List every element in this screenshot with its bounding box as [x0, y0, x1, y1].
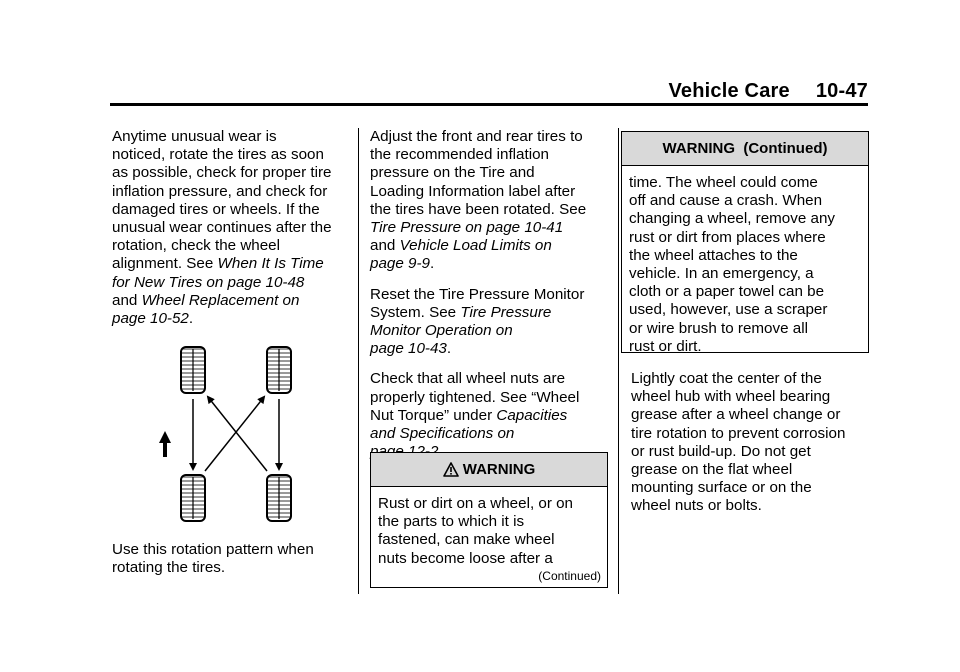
- text-line: [112, 255, 356, 273]
- text-line: [370, 304, 610, 322]
- wheel-nuts-paragraph: [370, 370, 610, 461]
- warning-continued-title: WARNING (Continued): [662, 140, 828, 157]
- text-line: [631, 406, 871, 424]
- cross-reference: page 9-9: [370, 255, 430, 273]
- text-line: [112, 146, 356, 164]
- text-line: fastened, can make wheel: [378, 531, 555, 549]
- tire-icon-front-right: [267, 347, 291, 393]
- text-segment: the recommended inflation: [370, 146, 549, 164]
- warning-box: [370, 452, 608, 588]
- column-middle: [370, 128, 610, 473]
- cross-reference: When It Is Time: [217, 255, 324, 273]
- text-segment: and: [370, 237, 400, 255]
- warning-continued-body: [622, 166, 868, 356]
- cross-reference: and Specifications on: [370, 425, 515, 443]
- text-line: [112, 128, 356, 146]
- cross-reference: Tire Pressure on page 10-41: [370, 219, 564, 237]
- text-line: [112, 237, 356, 255]
- text-line: [112, 310, 356, 328]
- text-segment: unusual wear continues after the: [112, 219, 332, 237]
- header-title: [668, 80, 868, 103]
- text-line: [112, 219, 356, 237]
- text-segment: wheel hub with wheel bearing: [631, 388, 831, 406]
- text-line: [631, 388, 871, 406]
- text-line: [631, 443, 871, 461]
- caption-paragraph: [112, 541, 356, 577]
- text-segment: inflation pressure, and check for: [112, 182, 328, 200]
- warning-triangle-icon: [443, 462, 459, 477]
- arrow-rear-left-to-front-right: [205, 397, 264, 471]
- text-line: off and cause a crash. When: [629, 192, 823, 210]
- text-line: [370, 425, 610, 443]
- rotation-paragraph: [112, 128, 356, 328]
- page-header: [110, 80, 868, 104]
- text-line: [370, 237, 610, 255]
- cross-reference: Capacities: [496, 406, 568, 424]
- text-segment: Loading Information label after: [370, 182, 576, 200]
- diagram-caption: [112, 541, 356, 589]
- text-line: [370, 389, 610, 407]
- text-line: [370, 183, 610, 201]
- text-line: [631, 461, 871, 479]
- text-segment: alignment. See: [112, 255, 218, 273]
- text-segment: System. See: [370, 303, 461, 321]
- text-line: vehicle. In an emergency, a: [629, 265, 814, 283]
- text-segment: .: [429, 255, 435, 273]
- text-line: [370, 407, 610, 425]
- text-segment: Adjust the front and rear tires to: [370, 128, 583, 145]
- text-segment: Anytime unusual wear is: [112, 128, 277, 145]
- warning-continued-box: [621, 131, 869, 353]
- text-line: [370, 128, 610, 146]
- text-segment: Check that all wheel nuts are: [370, 370, 566, 388]
- page-number: 10-47: [815, 80, 868, 102]
- grease-section: [631, 370, 871, 516]
- text-line: Rust or dirt on a wheel, or on: [378, 495, 574, 512]
- text-line: [112, 183, 356, 201]
- cross-reference: Wheel Replacement on: [141, 291, 300, 309]
- text-line: [370, 201, 610, 219]
- column-divider-right: [618, 128, 619, 594]
- text-segment: Lightly coat the center of the: [631, 370, 822, 387]
- text-segment: damaged tires or wheels. If the: [112, 200, 320, 218]
- text-segment: .: [188, 310, 194, 328]
- text-segment: mounting surface or on the: [631, 479, 812, 497]
- header-rule: [110, 103, 868, 106]
- text-segment: .: [446, 340, 452, 358]
- text-line: cloth or a paper towel can be: [629, 283, 825, 301]
- text-line: [112, 274, 356, 292]
- column-divider-left: [358, 128, 359, 594]
- text-line: nuts become loose after a: [378, 549, 553, 567]
- text-line: Use this rotation pattern when: [112, 541, 314, 558]
- text-segment: rotation, check the wheel: [112, 237, 281, 255]
- text-line: the wheel attaches to the: [629, 246, 798, 264]
- text-line: used, however, use a scraper: [629, 301, 828, 319]
- text-line: [112, 201, 356, 219]
- text-segment: wheel nuts or bolts.: [631, 497, 762, 515]
- text-segment: grease on the flat wheel: [631, 461, 793, 479]
- text-line: [631, 370, 871, 388]
- text-line: [631, 479, 871, 497]
- text-line: changing a wheel, remove any: [629, 210, 836, 228]
- text-line: [370, 322, 610, 340]
- text-line: rust or dirt.: [629, 337, 702, 355]
- text-segment: Reset the Tire Pressure Monitor: [370, 285, 585, 303]
- text-line: [631, 425, 871, 443]
- text-segment: Nut Torque” under: [370, 406, 497, 424]
- text-line: [112, 164, 356, 182]
- cross-reference: Monitor Operation on: [370, 322, 513, 340]
- text-line: [112, 292, 356, 310]
- text-segment: or rust build-up. Do not get: [631, 442, 811, 460]
- column-left: [112, 128, 356, 340]
- cross-reference: Vehicle Load Limits on: [399, 237, 552, 255]
- inflation-paragraph: [370, 128, 610, 274]
- text-segment: noticed, rotate the tires as soon: [112, 146, 324, 164]
- text-line: [370, 286, 610, 304]
- text-line: [370, 340, 610, 358]
- arrow-rear-right-to-front-left: [208, 397, 267, 471]
- tpms-paragraph: [370, 286, 610, 359]
- text-line: [370, 164, 610, 182]
- text-line: rotating the tires.: [112, 559, 226, 577]
- text-segment: and: [112, 291, 142, 309]
- text-line: [370, 255, 610, 273]
- text-segment: as possible, check for proper tire: [112, 164, 332, 182]
- text-line: [370, 219, 610, 237]
- continued-label: (Continued): [538, 569, 601, 583]
- warning-body: [371, 487, 607, 568]
- text-line: [370, 146, 610, 164]
- text-line: time. The wheel could come: [629, 174, 818, 191]
- text-segment: properly tightened. See “Wheel: [370, 388, 580, 406]
- warning-continued-header: [622, 132, 868, 166]
- tire-icon-rear-left: [181, 475, 205, 521]
- text-segment: grease after a wheel change or: [631, 406, 841, 424]
- cross-reference: for New Tires on page 10-48: [112, 273, 305, 291]
- tire-icon-front-left: [181, 347, 205, 393]
- cross-reference: page 10-43: [370, 340, 447, 358]
- warning-title: WARNING: [462, 461, 536, 478]
- tire-rotation-diagram: [150, 343, 300, 525]
- cross-reference: page 10-52: [112, 310, 189, 328]
- text-line: rust or dirt from places where: [629, 228, 826, 246]
- forward-arrow-icon: [159, 431, 171, 457]
- cross-reference: Tire Pressure: [460, 303, 552, 321]
- tire-icon-rear-right: [267, 475, 291, 521]
- text-line: or wire brush to remove all: [629, 319, 808, 337]
- warning-header: [371, 453, 607, 487]
- text-line: [631, 497, 871, 515]
- grease-paragraph: [631, 370, 871, 516]
- text-line: [370, 370, 610, 388]
- section-title: Vehicle Care: [668, 80, 790, 102]
- text-line: the parts to which it is: [378, 513, 525, 531]
- text-segment: tire rotation to prevent corrosion: [631, 424, 846, 442]
- text-segment: pressure on the Tire and: [370, 164, 535, 182]
- text-segment: the tires have been rotated. See: [370, 200, 587, 218]
